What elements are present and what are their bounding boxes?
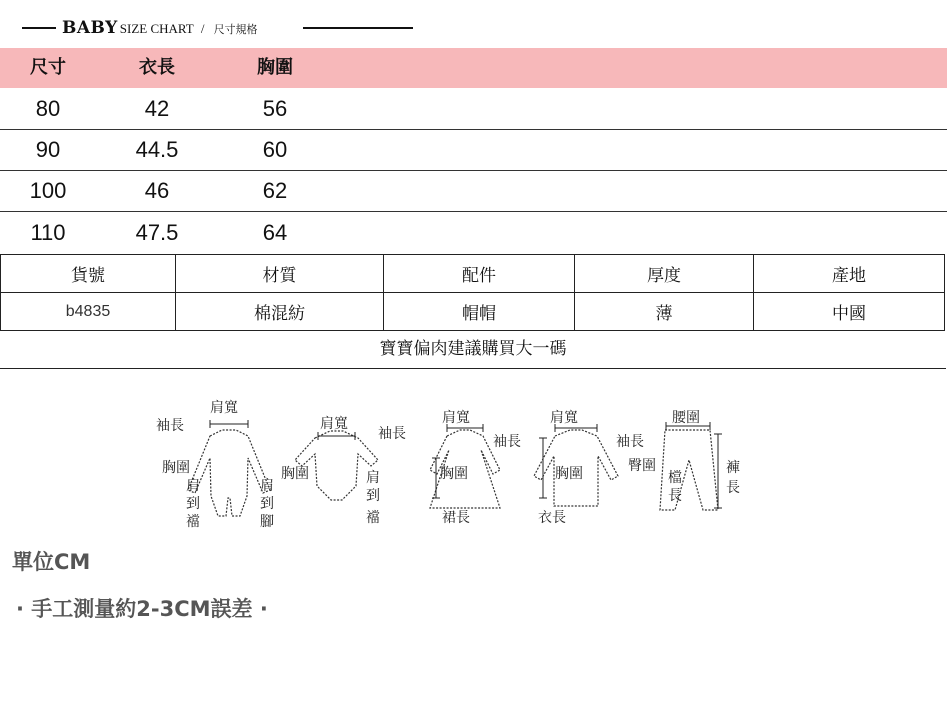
subtitle-cn: 尺寸規格 — [213, 23, 258, 36]
info-value-row — [1, 293, 945, 331]
col-length: 衣長 — [139, 57, 175, 78]
table-row — [0, 213, 947, 254]
pants-hip-label: 臀圍 — [628, 458, 656, 474]
info-header-thickness: 厚度 — [575, 255, 754, 293]
dress-length-label: 裙長 — [442, 510, 470, 526]
info-origin: 中國 — [754, 293, 945, 331]
cell-size: 100 — [29, 178, 67, 203]
cell-length: 44.5 — [135, 137, 179, 162]
romper-shoulder-to-foot-1: 肩 — [260, 478, 274, 494]
info-header-sku: 貨號 — [1, 255, 176, 293]
dress-sleeve-label: 袖長 — [493, 434, 521, 450]
top-length-label: 衣長 — [538, 510, 566, 526]
size-chart-title — [62, 18, 258, 38]
unit-label: 單位CM — [12, 550, 91, 574]
bodysuit-chest-label: 胸圍 — [281, 466, 309, 482]
pants-rise-label-1: 檔 — [668, 470, 682, 486]
size-table-header — [0, 48, 947, 88]
bodysuit-shoulder-to-crotch-3: 襠 — [366, 510, 380, 526]
table-row — [0, 130, 947, 171]
romper-shoulder-to-crotch-3: 襠 — [186, 514, 200, 530]
dress-chest-label: 胸圍 — [440, 466, 468, 482]
dress-shoulder-label: 肩寬 — [442, 410, 470, 426]
romper-shoulder-label: 肩寬 — [210, 400, 238, 416]
romper-shoulder-to-foot-2: 到 — [260, 496, 274, 512]
bodysuit-shoulder-to-crotch-2: 到 — [366, 488, 380, 504]
cell-chest: 62 — [262, 178, 288, 203]
cell-size: 90 — [35, 137, 61, 162]
header-rule-right — [303, 27, 413, 29]
romper-shoulder-to-crotch-1: 肩 — [186, 478, 200, 494]
cell-length: 42 — [144, 96, 170, 121]
cell-chest: 64 — [262, 220, 288, 245]
cell-size: 110 — [30, 220, 66, 245]
info-header-accessory: 配件 — [384, 255, 575, 293]
romper-sleeve-label: 袖長 — [156, 418, 184, 434]
bodysuit-shoulder-label: 肩寬 — [320, 416, 348, 432]
col-size: 尺寸 — [30, 57, 66, 78]
subtitle-en: SIZE CHART — [119, 21, 194, 36]
info-material: 棉混紡 — [176, 293, 384, 331]
cell-chest: 60 — [262, 137, 288, 162]
romper-shoulder-to-crotch-2: 到 — [186, 496, 200, 512]
info-sku: b4835 — [1, 293, 176, 331]
table-row — [0, 89, 947, 130]
title-slash: / — [200, 21, 205, 36]
product-info-table — [0, 254, 945, 331]
bodysuit-sleeve-label: 袖長 — [378, 426, 406, 442]
row-divider — [0, 211, 947, 212]
cell-length: 46 — [144, 178, 170, 203]
top-chest-label: 胸圍 — [555, 466, 583, 482]
top-shoulder-label: 肩寬 — [550, 410, 578, 426]
romper-outline-icon — [188, 430, 270, 516]
info-header-origin: 產地 — [754, 255, 945, 293]
cell-size: 80 — [35, 96, 61, 121]
measurement-error-note: · 手工測量約2-3CM誤差 · — [16, 597, 268, 621]
pants-waist-label: 腰圍 — [672, 410, 700, 426]
info-header-material: 材質 — [176, 255, 384, 293]
info-accessory: 帽帽 — [384, 293, 575, 331]
col-chest: 胸圍 — [257, 57, 293, 78]
cell-chest: 56 — [262, 96, 288, 121]
pants-length-label-2: 長 — [726, 480, 740, 496]
brand-label: BABY — [62, 18, 118, 38]
top-sleeve-label: 袖長 — [616, 434, 644, 450]
info-thickness: 薄 — [575, 293, 754, 331]
size-advice-note: 寶寶偏肉建議購買大一碼 — [0, 330, 946, 369]
romper-shoulder-to-foot-3: 腳 — [260, 514, 274, 530]
measurement-diagram — [150, 398, 760, 538]
info-header-row — [1, 255, 945, 293]
cell-length: 47.5 — [135, 220, 179, 245]
header-rule-left — [22, 27, 56, 29]
table-row — [0, 171, 947, 212]
bodysuit-shoulder-to-crotch-1: 肩 — [366, 470, 380, 486]
pants-rise-label-2: 長 — [668, 488, 682, 504]
romper-chest-label: 胸圍 — [162, 460, 190, 476]
pants-length-label-1: 褲 — [726, 460, 740, 476]
